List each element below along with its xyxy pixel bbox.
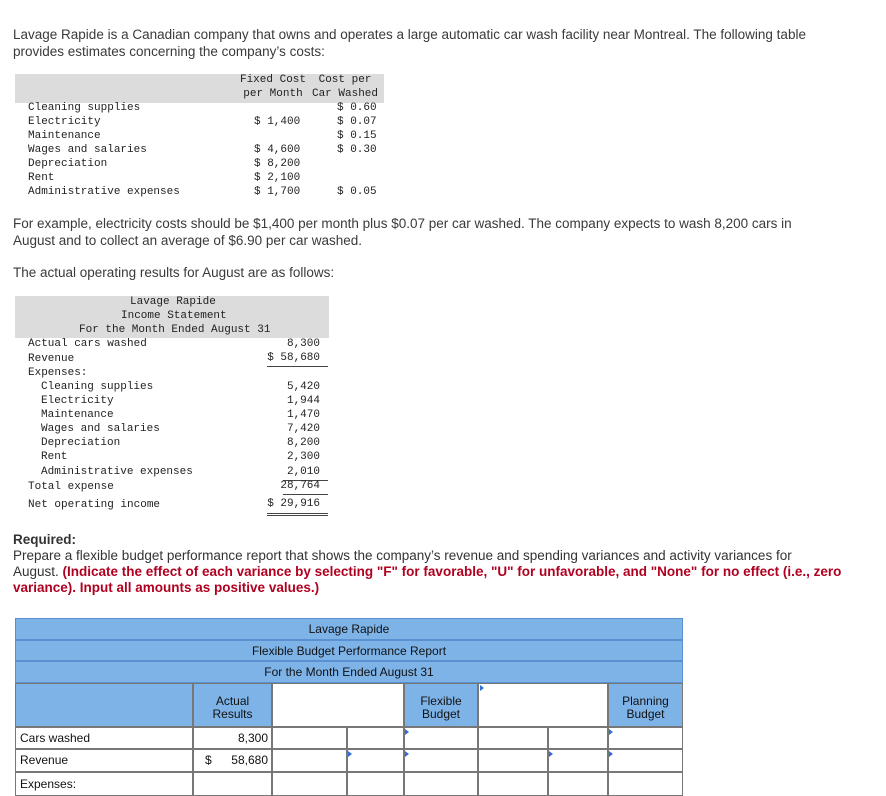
header-variance-input-1[interactable] xyxy=(272,683,404,727)
example-line-1: For example, electricity costs should be $1,400 per month plus $0.07 per car washed. The company expects to wash 8,200 cars in xyxy=(13,216,792,231)
cost-row-label: Depreciation xyxy=(28,158,108,170)
row-cars-washed-actual: 8,300 xyxy=(193,727,272,749)
income-statement-title-1: Lavage Rapide xyxy=(130,296,216,308)
revenue-variance-input[interactable] xyxy=(272,749,347,772)
cost-row-label: Wages and salaries xyxy=(28,144,147,156)
expense-value: 1,470 xyxy=(286,409,320,421)
actual-intro-text: The actual operating results for August are as follows: xyxy=(13,265,335,280)
cars-washed-variance-input[interactable] xyxy=(272,727,347,749)
intro-line-2: provides estimates concerning the company’s costs: xyxy=(13,44,325,59)
expense-label: Rent xyxy=(41,451,68,463)
revenue-flexible-input[interactable] xyxy=(404,749,478,772)
expenses-activity-cell xyxy=(478,772,548,796)
var-cost-header-1: Cost per xyxy=(318,74,372,86)
revenue-underline xyxy=(267,366,328,367)
total-expense-label: Total expense xyxy=(28,481,114,493)
expense-value: 5,420 xyxy=(286,381,320,393)
expense-value: 8,200 xyxy=(286,437,320,449)
intro-text xyxy=(13,26,806,60)
report-title: Lavage Rapide xyxy=(15,618,683,640)
dropdown-marker-icon xyxy=(609,751,613,757)
required-line-2-plain: August. xyxy=(13,564,63,579)
example-text xyxy=(13,215,792,249)
dropdown-marker-icon xyxy=(549,751,553,757)
header-label-cell xyxy=(15,683,193,727)
intro-line-1: Lavage Rapide is a Canadian company that owns and operates a large automatic car wash facility near Montreal. The following table xyxy=(13,27,806,42)
fixed-cost-value: $ 4,600 xyxy=(254,144,301,156)
expenses-planning-cell xyxy=(608,772,683,796)
revenue-variance-type-select[interactable] xyxy=(347,749,404,772)
total-expense-value: 28,764 xyxy=(280,480,320,492)
revenue-dollar-sign: $ xyxy=(205,753,212,767)
fixed-cost-value: $ 8,200 xyxy=(254,158,301,170)
fixed-cost-value: $ 1,400 xyxy=(254,116,301,128)
var-cost-value: $ 0.30 xyxy=(337,144,377,156)
dropdown-marker-icon xyxy=(405,751,409,757)
revenue-activity-input[interactable] xyxy=(478,749,548,772)
total-underline xyxy=(283,494,328,495)
cost-row-label: Administrative expenses xyxy=(28,186,180,198)
header-actual-results xyxy=(193,683,272,727)
expense-label: Cleaning supplies xyxy=(41,381,154,393)
example-line-2: August and to collect an average of $6.90 per car washed. xyxy=(13,233,362,248)
expenses-activity-type-cell xyxy=(548,772,608,796)
income-statement-title-2: Income Statement xyxy=(121,310,227,322)
var-cost-value: $ 0.07 xyxy=(337,116,377,128)
row-expenses-label: Expenses: xyxy=(15,772,193,796)
dropdown-marker-icon xyxy=(609,729,613,735)
header-flex-line-2: Budget xyxy=(421,707,461,721)
var-cost-value: $ 0.60 xyxy=(337,102,377,114)
header-plan-line-1: Planning xyxy=(622,694,669,708)
var-cost-value: $ 0.15 xyxy=(337,130,377,142)
net-operating-income-label: Net operating income xyxy=(28,499,161,511)
expenses-variance-cell xyxy=(272,772,347,796)
revenue-activity-type-select[interactable] xyxy=(548,749,608,772)
header-actual-line-2: Results xyxy=(212,707,253,721)
expenses-label: Expenses: xyxy=(28,367,88,379)
header-actual-line-1: Actual xyxy=(215,694,250,708)
expense-label: Depreciation xyxy=(41,437,121,449)
dropdown-marker-icon xyxy=(405,729,409,735)
cost-row-label: Rent xyxy=(28,172,55,184)
expenses-flexible-cell xyxy=(404,772,478,796)
header-flex-line-1: Flexible xyxy=(420,694,462,708)
revenue-value: $ 58,680 xyxy=(267,352,320,364)
cars-washed-activity-input[interactable] xyxy=(478,727,548,749)
report-period: For the Month Ended August 31 xyxy=(15,661,683,683)
header-flexible-budget xyxy=(404,683,478,727)
header-planning-budget xyxy=(608,683,683,727)
header-plan-line-2: Budget xyxy=(626,707,665,721)
expenses-actual-cell xyxy=(193,772,272,796)
cars-washed-activity-type-select[interactable] xyxy=(548,727,608,749)
dropdown-marker-icon xyxy=(480,685,484,691)
fixed-cost-value: $ 1,700 xyxy=(254,186,301,198)
expense-value: 2,010 xyxy=(286,466,320,478)
cars-washed-planning-input[interactable] xyxy=(608,727,683,749)
fixed-cost-header-2: per Month xyxy=(243,88,303,100)
cars-washed-flexible-input[interactable] xyxy=(404,727,478,749)
fixed-cost-header-1: Fixed Cost xyxy=(239,74,306,86)
cars-washed-variance-type-select[interactable] xyxy=(347,727,404,749)
fixed-cost-value: $ 2,100 xyxy=(254,172,301,184)
revenue-actual-value: 58,680 xyxy=(231,753,268,767)
required-section xyxy=(13,532,841,596)
required-heading: Required: xyxy=(13,532,77,547)
revenue-planning-input[interactable] xyxy=(608,749,683,772)
var-cost-header-2: Car Washed xyxy=(311,88,378,100)
row-cars-washed-label: Cars washed xyxy=(15,727,193,749)
noi-underline-2 xyxy=(267,515,328,516)
required-instruction: (Indicate the effect of each variance by selecting "F" for favorable, "U" for unfavorable, and "None" for no effect (i.e., zero xyxy=(62,564,842,579)
var-cost-value: $ 0.05 xyxy=(337,186,377,198)
expenses-variance-type-cell xyxy=(347,772,404,796)
header-variance-input-2[interactable] xyxy=(478,683,608,727)
row-revenue-label: Revenue xyxy=(15,749,193,772)
expense-label: Maintenance xyxy=(41,409,114,421)
cars-washed-label: Actual cars washed xyxy=(28,338,147,350)
required-instruction-cont: variance). Input all amounts as positive values.) xyxy=(13,580,320,595)
cost-row-label: Electricity xyxy=(28,116,101,128)
expense-value: 1,944 xyxy=(286,395,320,407)
expense-label: Electricity xyxy=(41,395,114,407)
expense-value: 2,300 xyxy=(286,451,320,463)
cars-washed-value: 8,300 xyxy=(286,338,320,350)
expense-label: Administrative expenses xyxy=(41,466,193,478)
income-statement-title-3: For the Month Ended August 31 xyxy=(79,324,271,336)
revenue-label: Revenue xyxy=(28,353,75,365)
required-line-1: Prepare a flexible budget performance report that shows the company’s revenue and spending variances and activity variances for xyxy=(13,548,792,563)
cost-row-label: Cleaning supplies xyxy=(28,102,141,114)
dropdown-marker-icon xyxy=(348,751,352,757)
expense-label: Wages and salaries xyxy=(41,423,160,435)
cost-row-label: Maintenance xyxy=(28,130,101,142)
required-line-2 xyxy=(13,564,841,580)
net-operating-income-value: $ 29,916 xyxy=(267,498,320,510)
row-revenue-actual xyxy=(193,749,272,772)
noi-underline-1 xyxy=(267,513,328,514)
expense-value: 7,420 xyxy=(286,423,320,435)
report-subtitle: Flexible Budget Performance Report xyxy=(15,640,683,661)
